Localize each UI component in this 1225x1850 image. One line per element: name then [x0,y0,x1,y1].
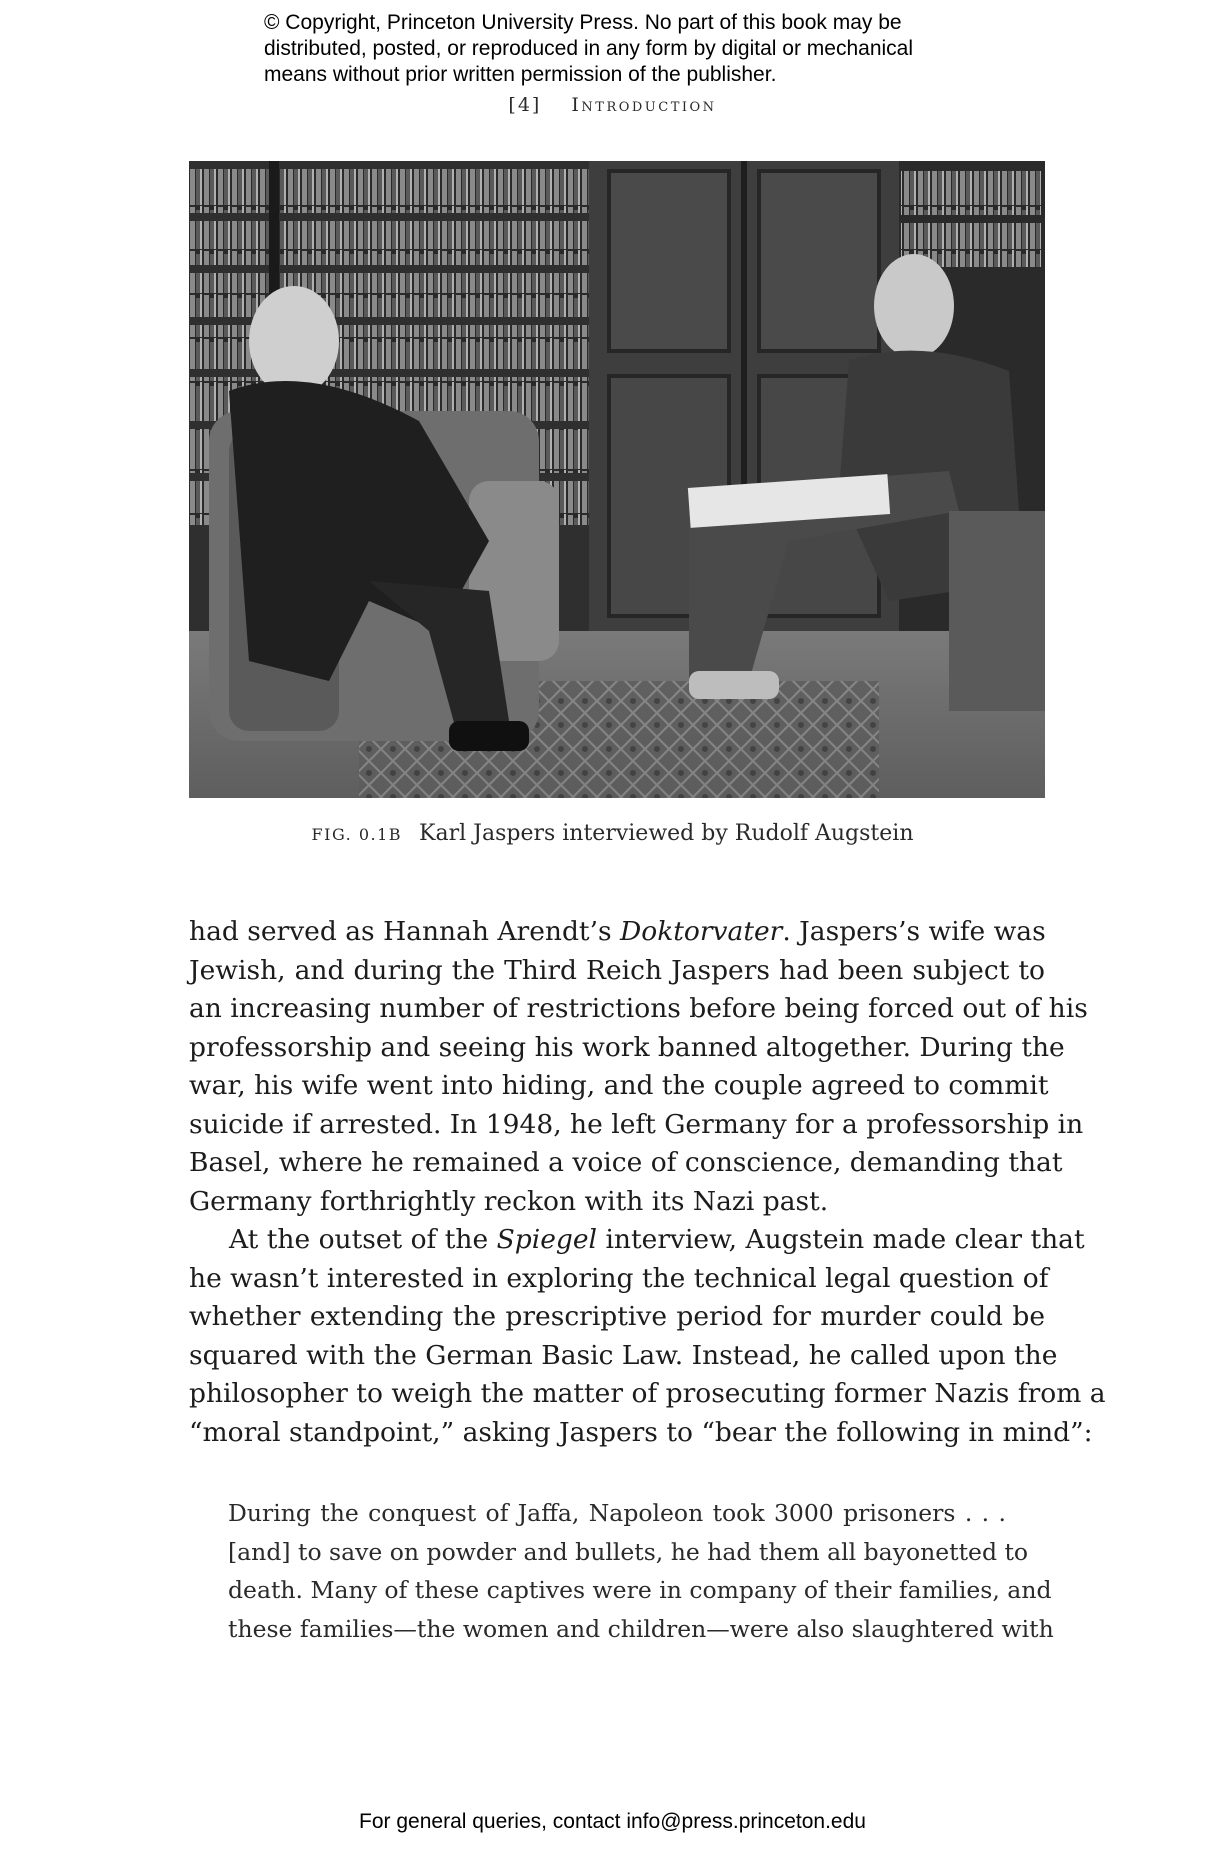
quote-line: these families—the women and children—were also slaughtered with [228,1614,1054,1643]
copyright-line: means without prior written permission of the publisher. [264,63,777,86]
figure-label: FIG. 0.1B [311,825,403,844]
body-line: Basel, where he remained a voice of conscience, demanding that [189,1147,1063,1178]
body-line: whether extending the prescriptive period for murder could be [189,1301,1045,1332]
body-line-end: interview, Augstein made clear that [597,1224,1085,1255]
body-text [189,913,1106,1452]
block-quote [228,1494,1054,1648]
running-head [0,94,1225,116]
section-title: Introduction [571,94,717,116]
quote-line: death. Many of these captives were in company of their families, and [228,1576,1052,1604]
copyright-line: distributed, posted, or reproduced in any form by digital or mechanical [264,37,914,60]
copyright-notice [264,10,1004,88]
photograph-illustration [189,161,1045,798]
body-line-start: had served as Hannah Arendt’s [189,916,621,947]
body-line [189,913,1045,952]
body-line: philosopher to weigh the matter of prosecuting former Nazis from a [189,1378,1106,1409]
body-line: war, his wife went into hiding, and the couple agreed to commit [189,1070,1049,1101]
quote-line: During the conquest of Jaffa, Napoleon took 3000 prisoners . . . [228,1499,1006,1527]
page-number: [4] [508,94,542,116]
body-line: Germany forthrightly reckon with its Nazi past. [189,1185,829,1217]
body-line: professorship and seeing his work banned altogether. During the [189,1031,1065,1063]
body-italic-term: Doktorvater [620,916,783,947]
body-line-start: At the outset of the [229,1224,497,1255]
quote-line: [and] to save on powder and bullets, he had them all bayonetted to [228,1537,1029,1566]
body-line: he wasn’t interested in exploring the technical legal question of [189,1262,1049,1294]
body-line: suicide if arrested. In 1948, he left Germany for a professorship in [189,1108,1084,1140]
body-italic-term: Spiegel [496,1224,598,1255]
body-line: an increasing number of restrictions before being forced out of his [189,993,1088,1024]
body-line: Jewish, and during the Third Reich Jaspers had been subject to [189,954,1045,986]
body-line: squared with the German Basic Law. Instead, he called upon the [189,1339,1058,1371]
figure-caption-text: Karl Jaspers interviewed by Rudolf Augstein [419,821,914,846]
footer-contact: For general queries, contact info@press.princeton.edu [359,1810,866,1833]
copyright-line: © Copyright, Princeton University Press. No part of this book may be [264,11,902,34]
body-line [189,1221,1085,1260]
figure-caption [0,821,1225,846]
photograph-figure [189,161,1045,798]
body-line: “moral standpoint,” asking Jaspers to “bear the following in mind”: [189,1416,1093,1448]
body-line-end: . Jaspers’s wife was [782,916,1046,947]
